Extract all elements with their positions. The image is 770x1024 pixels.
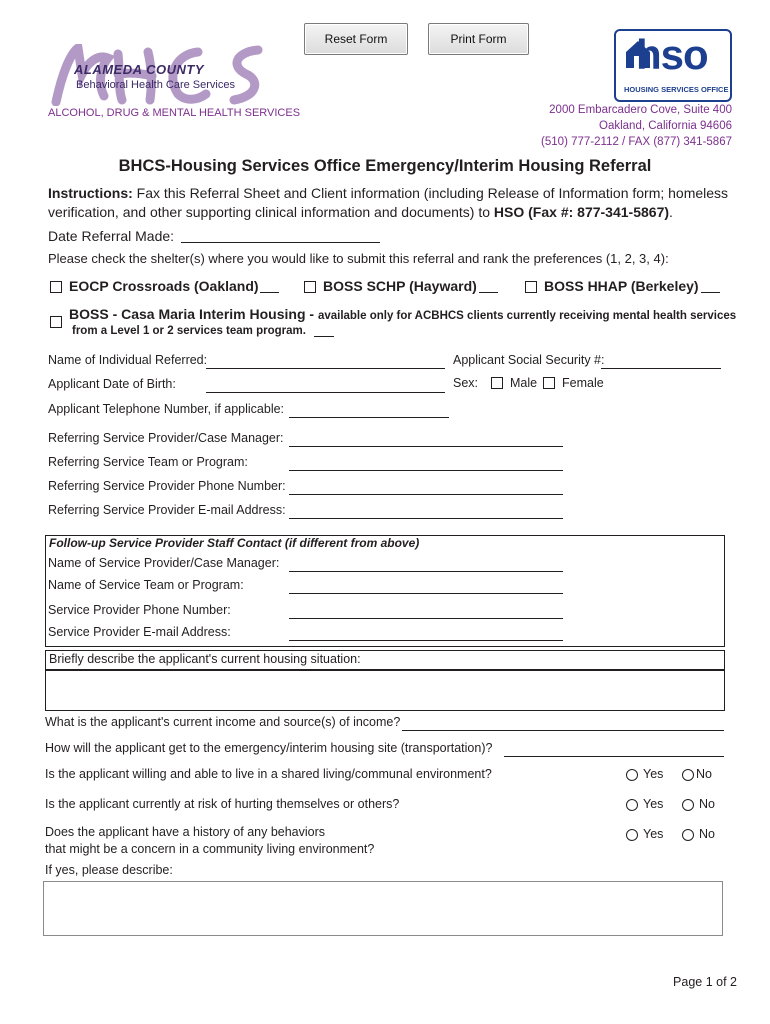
ref-phone-field[interactable]	[289, 494, 563, 495]
shared-no-label: No	[696, 767, 712, 781]
phone-field[interactable]	[289, 417, 449, 418]
ref-team-label: Referring Service Team or Program:	[48, 455, 248, 469]
casa-maria-note-2: from a Level 1 or 2 services team program.	[72, 325, 306, 337]
risk-yes-radio[interactable]	[626, 799, 638, 811]
dob-field[interactable]	[206, 392, 445, 393]
ref-phone-label: Referring Service Provider Phone Number:	[48, 479, 286, 493]
shelter-prompt: Please check the shelter(s) where you would like to submit this referral and rank the preferences (1, 2, 3, 4):	[48, 251, 669, 266]
followup-provider-label: Name of Service Provider/Case Manager:	[48, 556, 280, 570]
name-field[interactable]	[206, 368, 445, 369]
female-label: Female	[562, 376, 604, 390]
hso-logo	[614, 29, 732, 102]
instructions-text-2: verification, and other supporting clinical information and documents) to	[48, 204, 494, 220]
casa-maria-note-1: available only for ACBHCS clients currently receiving mental health services	[317, 310, 737, 322]
shared-no-radio[interactable]	[682, 769, 694, 781]
hso-caption: HOUSING SERVICES OFFICE	[624, 85, 729, 94]
hhap-label: BOSS HHAP (Berkeley)	[544, 278, 699, 294]
ref-provider-label: Referring Service Provider/Case Manager:	[48, 431, 284, 445]
transport-field[interactable]	[504, 756, 724, 757]
header-subtitle: ALCOHOL, DRUG & MENTAL HEALTH SERVICES	[48, 107, 301, 119]
income-question: What is the applicant's current income and source(s) of income?	[45, 715, 401, 729]
ref-email-field[interactable]	[289, 518, 563, 519]
hhap-checkbox[interactable]	[525, 281, 537, 293]
name-label: Name of Individual Referred:	[48, 353, 208, 367]
shared-question: Is the applicant willing and able to live in a shared living/communal environment?	[45, 767, 492, 781]
behaviors-yes-label: Yes	[643, 827, 664, 841]
behaviors-yes-radio[interactable]	[626, 829, 638, 841]
address-line-1: 2000 Embarcadero Cove, Suite 400	[549, 104, 732, 116]
followup-email-label: Service Provider E-mail Address:	[48, 625, 231, 639]
income-field[interactable]	[402, 730, 724, 731]
transport-question: How will the applicant get to the emergency/interim housing site (transportation)?	[45, 741, 493, 755]
shared-yes-radio[interactable]	[626, 769, 638, 781]
instructions-period: .	[669, 204, 673, 220]
instructions-line-1	[48, 185, 728, 201]
address-line-3: (510) 777-2112 / FAX (877) 341-5867	[541, 136, 732, 148]
followup-heading: Follow-up Service Provider Staff Contact (if different from above)	[49, 536, 420, 550]
followup-email-field[interactable]	[289, 640, 563, 641]
behaviors-question-line-2: that might be a concern in a community living environment?	[45, 842, 375, 856]
casa-maria-line-1	[69, 306, 736, 322]
address-line-2: Oakland, California 94606	[599, 120, 732, 132]
eocp-rank-field[interactable]	[260, 292, 279, 293]
dob-label: Applicant Date of Birth:	[48, 377, 176, 391]
describe-field[interactable]	[43, 881, 723, 936]
hhap-rank-field[interactable]	[701, 292, 720, 293]
behaviors-no-radio[interactable]	[682, 829, 694, 841]
male-checkbox[interactable]	[491, 377, 503, 389]
page-number: Page 1 of 2	[673, 975, 737, 989]
followup-team-label: Name of Service Team or Program:	[48, 578, 244, 592]
describe-label: If yes, please describe:	[45, 863, 173, 877]
casa-maria-rank-field[interactable]	[314, 336, 334, 337]
date-referral-field[interactable]	[181, 242, 380, 243]
casa-maria-checkbox[interactable]	[50, 316, 62, 328]
risk-yes-label: Yes	[643, 797, 664, 811]
hso-logo-text: hso	[636, 31, 708, 78]
print-form-button[interactable]: Print Form	[428, 23, 529, 55]
eocp-checkbox[interactable]	[50, 281, 62, 293]
schp-label: BOSS SCHP (Hayward)	[323, 278, 477, 294]
schp-rank-field[interactable]	[479, 292, 498, 293]
followup-phone-label: Service Provider Phone Number:	[48, 603, 231, 617]
eocp-label: EOCP Crossroads (Oakland)	[69, 278, 259, 294]
date-referral-label: Date Referral Made:	[48, 228, 175, 244]
logo-bhcs-text: Behavioral Health Care Services	[76, 79, 235, 91]
ref-team-field[interactable]	[289, 470, 563, 471]
ssn-label: Applicant Social Security #:	[453, 353, 605, 367]
male-label: Male	[510, 376, 538, 390]
page-title: BHCS-Housing Services Office Emergency/Interim Housing Referral	[118, 157, 652, 175]
ref-provider-field[interactable]	[289, 446, 563, 447]
hso-fax: HSO (Fax #: 877-341-5867)	[493, 204, 670, 220]
housing-situation-label: Briefly describe the applicant's current housing situation:	[49, 652, 361, 666]
instructions-line-2	[48, 204, 673, 220]
followup-team-field[interactable]	[289, 593, 563, 594]
female-checkbox[interactable]	[543, 377, 555, 389]
shared-yes-label: Yes	[643, 767, 664, 781]
phone-label: Applicant Telephone Number, if applicable:	[48, 402, 285, 416]
instructions-text-1: Fax this Referral Sheet and Client information (including Release of Information form; homeless	[132, 185, 729, 201]
followup-provider-field[interactable]	[289, 571, 563, 572]
behaviors-question-line-1: Does the applicant have a history of any behaviors	[45, 825, 326, 839]
risk-no-radio[interactable]	[682, 799, 694, 811]
logo-county-text: ALAMEDA COUNTY	[74, 62, 205, 77]
risk-no-label: No	[699, 797, 715, 811]
casa-maria-label: BOSS - Casa Maria Interim Housing -	[69, 306, 318, 322]
instructions-label: Instructions:	[48, 185, 133, 201]
risk-question: Is the applicant currently at risk of hurting themselves or others?	[45, 797, 400, 811]
bhcs-logo	[48, 44, 278, 106]
schp-checkbox[interactable]	[304, 281, 316, 293]
ref-email-label: Referring Service Provider E-mail Address:	[48, 503, 286, 517]
followup-phone-field[interactable]	[289, 618, 563, 619]
ssn-field[interactable]	[601, 368, 721, 369]
sex-label: Sex:	[453, 376, 479, 390]
housing-situation-field[interactable]	[45, 670, 725, 711]
reset-form-button[interactable]: Reset Form	[304, 23, 408, 55]
behaviors-no-label: No	[699, 827, 715, 841]
